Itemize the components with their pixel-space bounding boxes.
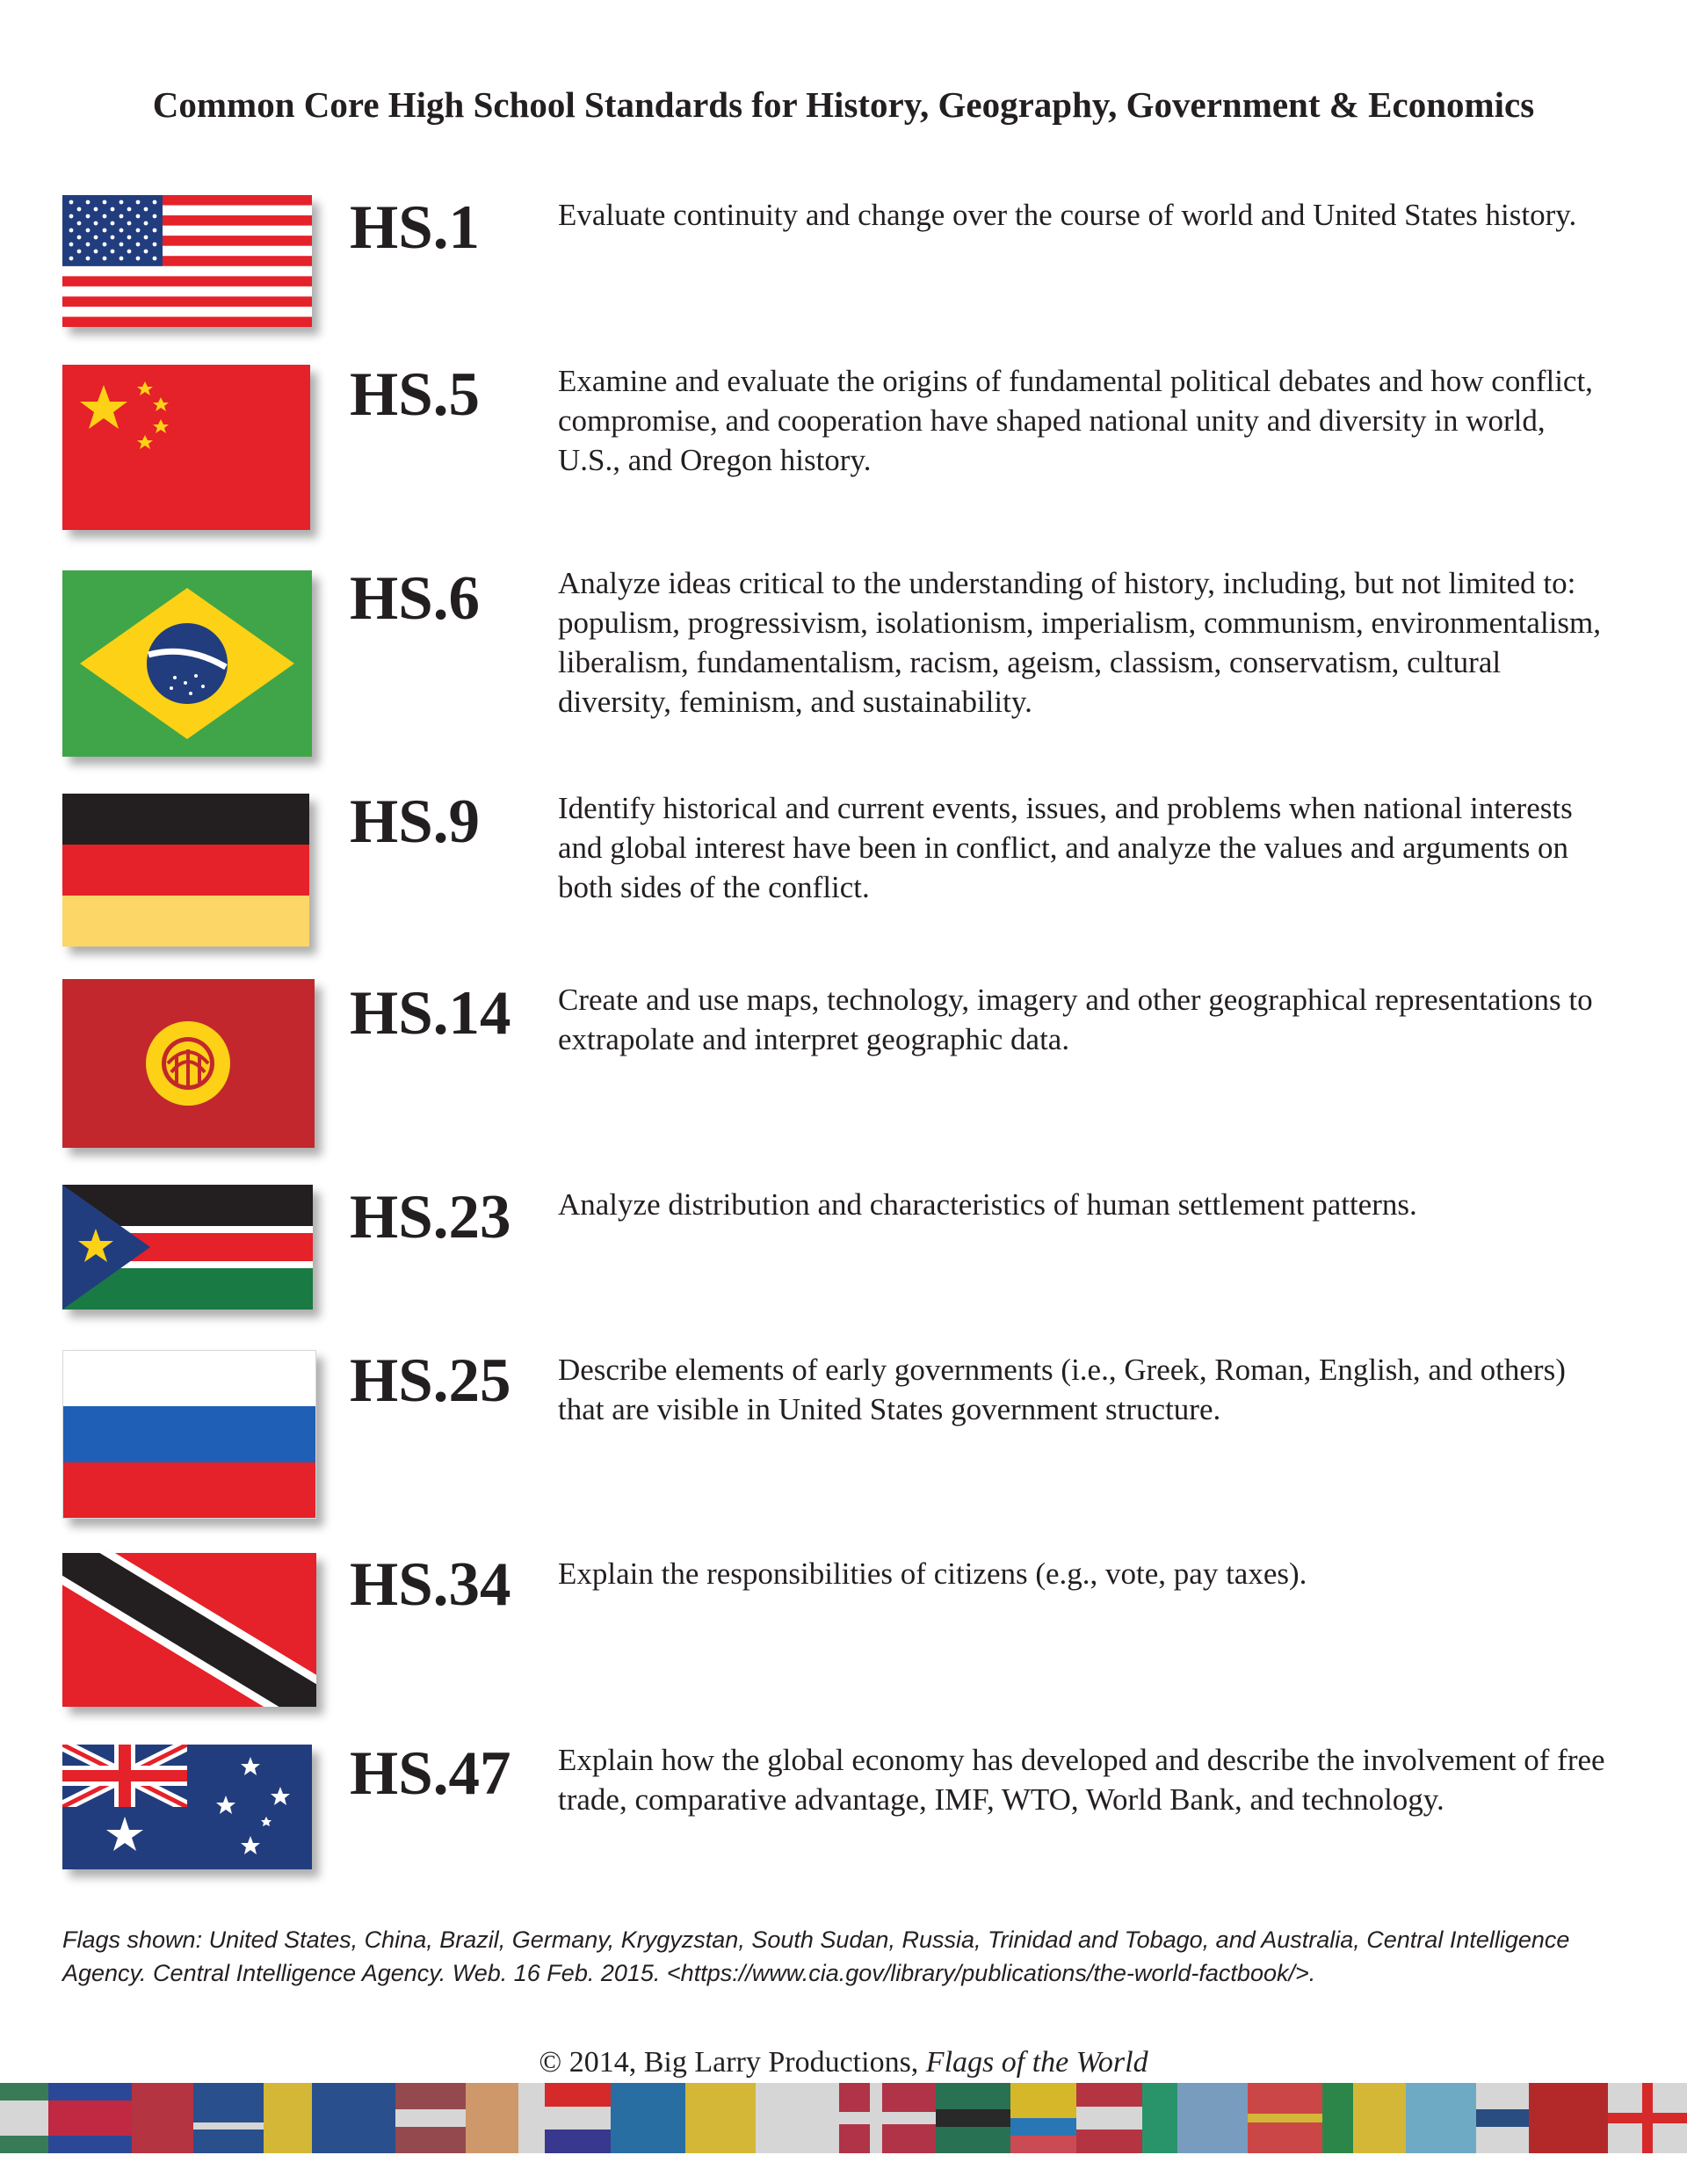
standard-code: HS.5 xyxy=(350,360,480,429)
standard-description: Explain the responsibilities of citizens (e.g., vote, pay taxes). xyxy=(558,1556,1307,1591)
russia-flag-icon xyxy=(62,1350,316,1519)
standard-code: HS.6 xyxy=(350,564,480,633)
china-flag-icon xyxy=(62,365,310,530)
standard-code: HS.9 xyxy=(350,787,480,856)
south-sudan-flag-icon xyxy=(62,1185,313,1310)
standard-description: Analyze ideas critical to the understanding of history, including, but not limited to: populism, progressivism, isolationism, imperialism, communism, environmentalism, liberalism, fundamentalism, racism, ageism, classism, conservatism, cultural diversity, feminism, and sustainability. xyxy=(558,566,1602,719)
standard-code: HS.47 xyxy=(350,1739,511,1808)
united-states-flag-icon xyxy=(62,195,312,327)
standard-code: HS.14 xyxy=(350,979,511,1048)
standard-code: HS.23 xyxy=(350,1183,511,1252)
standard-description: Analyze distribution and characteristics of human settlement patterns. xyxy=(558,1187,1417,1222)
citation: Flags shown: United States, China, Brazil, Germany, Krygyzstan, South Sudan, Russia, Trinidad and Tobago, and Australia, Central Intelligence Agency. Central Intelligence Agency. Web. 16 Feb. 2015. <https://www.cia.gov/library/publications/the-world-factbook/>. xyxy=(62,1926,1570,1986)
standard-description: Identify historical and current events, issues, and problems when national interests and global interest have been in conflict, and analyze the values and arguments on both sides of the conflict. xyxy=(558,791,1573,904)
standard-description: Create and use maps, technology, imagery and other geographical representations to extrapolate and interpret geographic data. xyxy=(558,983,1593,1056)
standard-description: Examine and evaluate the origins of fundamental political debates and how conflict, compromise, and cooperation have shaped national unity and diversity in world, U.S., and Oregon history. xyxy=(558,364,1593,477)
standard-code: HS.1 xyxy=(350,193,480,262)
trinidad-and-tobago-flag-icon xyxy=(62,1553,316,1707)
germany-flag-icon xyxy=(62,794,309,947)
page-title: Common Core High School Standards for History, Geography, Government & Economics xyxy=(152,84,1535,125)
standard-code: HS.34 xyxy=(350,1550,511,1619)
kyrgyzstan-flag-icon xyxy=(62,979,315,1148)
standard-code: HS.25 xyxy=(350,1346,511,1415)
standard-description: Describe elements of early governments (i.e., Greek, Roman, English, and others) that are visible in United States government structure. xyxy=(558,1353,1566,1426)
standard-description: Evaluate continuity and change over the course of world and United States history. xyxy=(558,198,1577,232)
copyright xyxy=(0,2046,1687,2079)
copyright-prefix: © 2014, Big Larry Productions, xyxy=(539,2046,926,2079)
brazil-flag-icon xyxy=(62,570,312,757)
standard-description: Explain how the global economy has developed and describe the involvement of free trade, comparative advantage, IMF, WTO, World Bank, and technology. xyxy=(558,1743,1605,1817)
copyright-work-title: Flags of the World xyxy=(925,2046,1148,2079)
australia-flag-icon xyxy=(62,1745,312,1869)
flag-collage-strip xyxy=(0,2083,1687,2158)
